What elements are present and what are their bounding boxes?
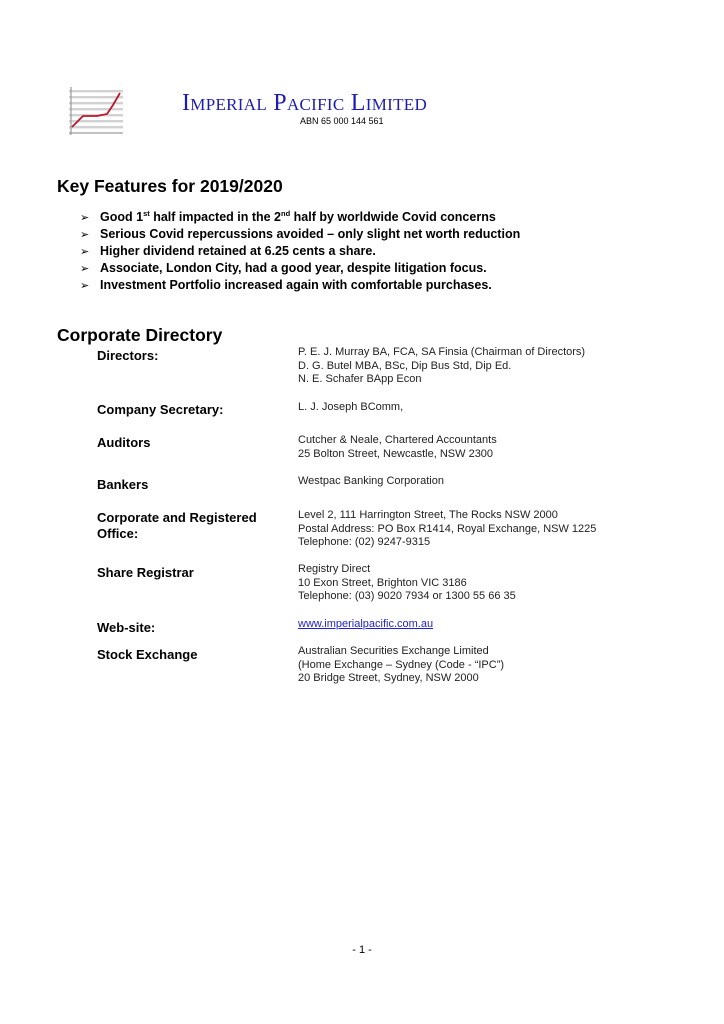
share-registrar-label: Share Registrar xyxy=(97,565,194,580)
bankers-label: Bankers xyxy=(97,477,149,492)
key-feature-item: ➢ Good 1st half impacted in the 2nd half by worldwide Covid concerns xyxy=(80,209,520,226)
arrow-bullet-icon: ➢ xyxy=(80,246,90,258)
page-number: - 1 - xyxy=(352,944,372,956)
arrow-bullet-icon: ➢ xyxy=(80,229,90,241)
auditors-label: Auditors xyxy=(97,435,151,450)
registered-office-label: Corporate and Registered Office: xyxy=(97,510,257,541)
arrow-bullet-icon: ➢ xyxy=(80,280,90,292)
auditors-value: Cutcher & Neale, Chartered Accountants 25 Bolton Street, Newcastle, NSW 2300 xyxy=(298,434,497,460)
website-value xyxy=(298,618,433,632)
company-secretary-label: Company Secretary: xyxy=(97,402,224,417)
website-label: Web-site: xyxy=(97,620,156,635)
share-registrar-value: Registry Direct 10 Exon Street, Brighton VIC 3186 Telephone: (03) 9020 7934 or 1300 55 66 35 xyxy=(298,563,516,603)
stock-exchange-label: Stock Exchange xyxy=(97,647,198,662)
key-features-heading: Key Features for 2019/2020 xyxy=(57,176,283,196)
company-secretary-value: L. J. Joseph BComm, xyxy=(298,401,404,413)
company-name: Imperial Pacific Limited xyxy=(182,90,428,116)
stock-exchange-value: Australian Securities Exchange Limited (Home Exchange – Sydney (Code - “IPC”) 20 Bridge Street, Sydney, NSW 2000 xyxy=(298,645,505,685)
key-features-list xyxy=(80,209,520,294)
directors-value: P. E. J. Murray BA, FCA, SA Finsia (Chairman of Directors) D. G. Butel MBA, BSc, Dip Bus Std, Dip Ed. N. E. Schafer BApp Econ xyxy=(298,346,586,386)
key-feature-item: ➢ Associate, London City, had a good year, despite litigation focus. xyxy=(80,260,520,277)
bankers-value: Westpac Banking Corporation xyxy=(298,475,444,487)
abn-number: ABN 65 000 144 561 xyxy=(300,116,384,126)
registered-office-value: Level 2, 111 Harrington Street, The Rocks NSW 2000 Postal Address: PO Box R1414, Royal Exchange, NSW 1225 Telephone: (02) 9247-9315 xyxy=(298,509,597,549)
arrow-bullet-icon: ➢ xyxy=(80,212,90,224)
corporate-directory-heading: Corporate Directory xyxy=(57,325,223,345)
company-logo xyxy=(69,87,123,135)
key-feature-item: ➢ Investment Portfolio increased again with comfortable purchases. xyxy=(80,277,520,294)
directors-label: Directors: xyxy=(97,348,159,363)
website-link[interactable]: www.imperialpacific.com.au xyxy=(298,618,434,630)
key-feature-item: ➢ Higher dividend retained at 6.25 cents a share. xyxy=(80,243,520,260)
key-feature-item: ➢ Serious Covid repercussions avoided – only slight net worth reduction xyxy=(80,226,520,243)
arrow-bullet-icon: ➢ xyxy=(80,263,90,275)
